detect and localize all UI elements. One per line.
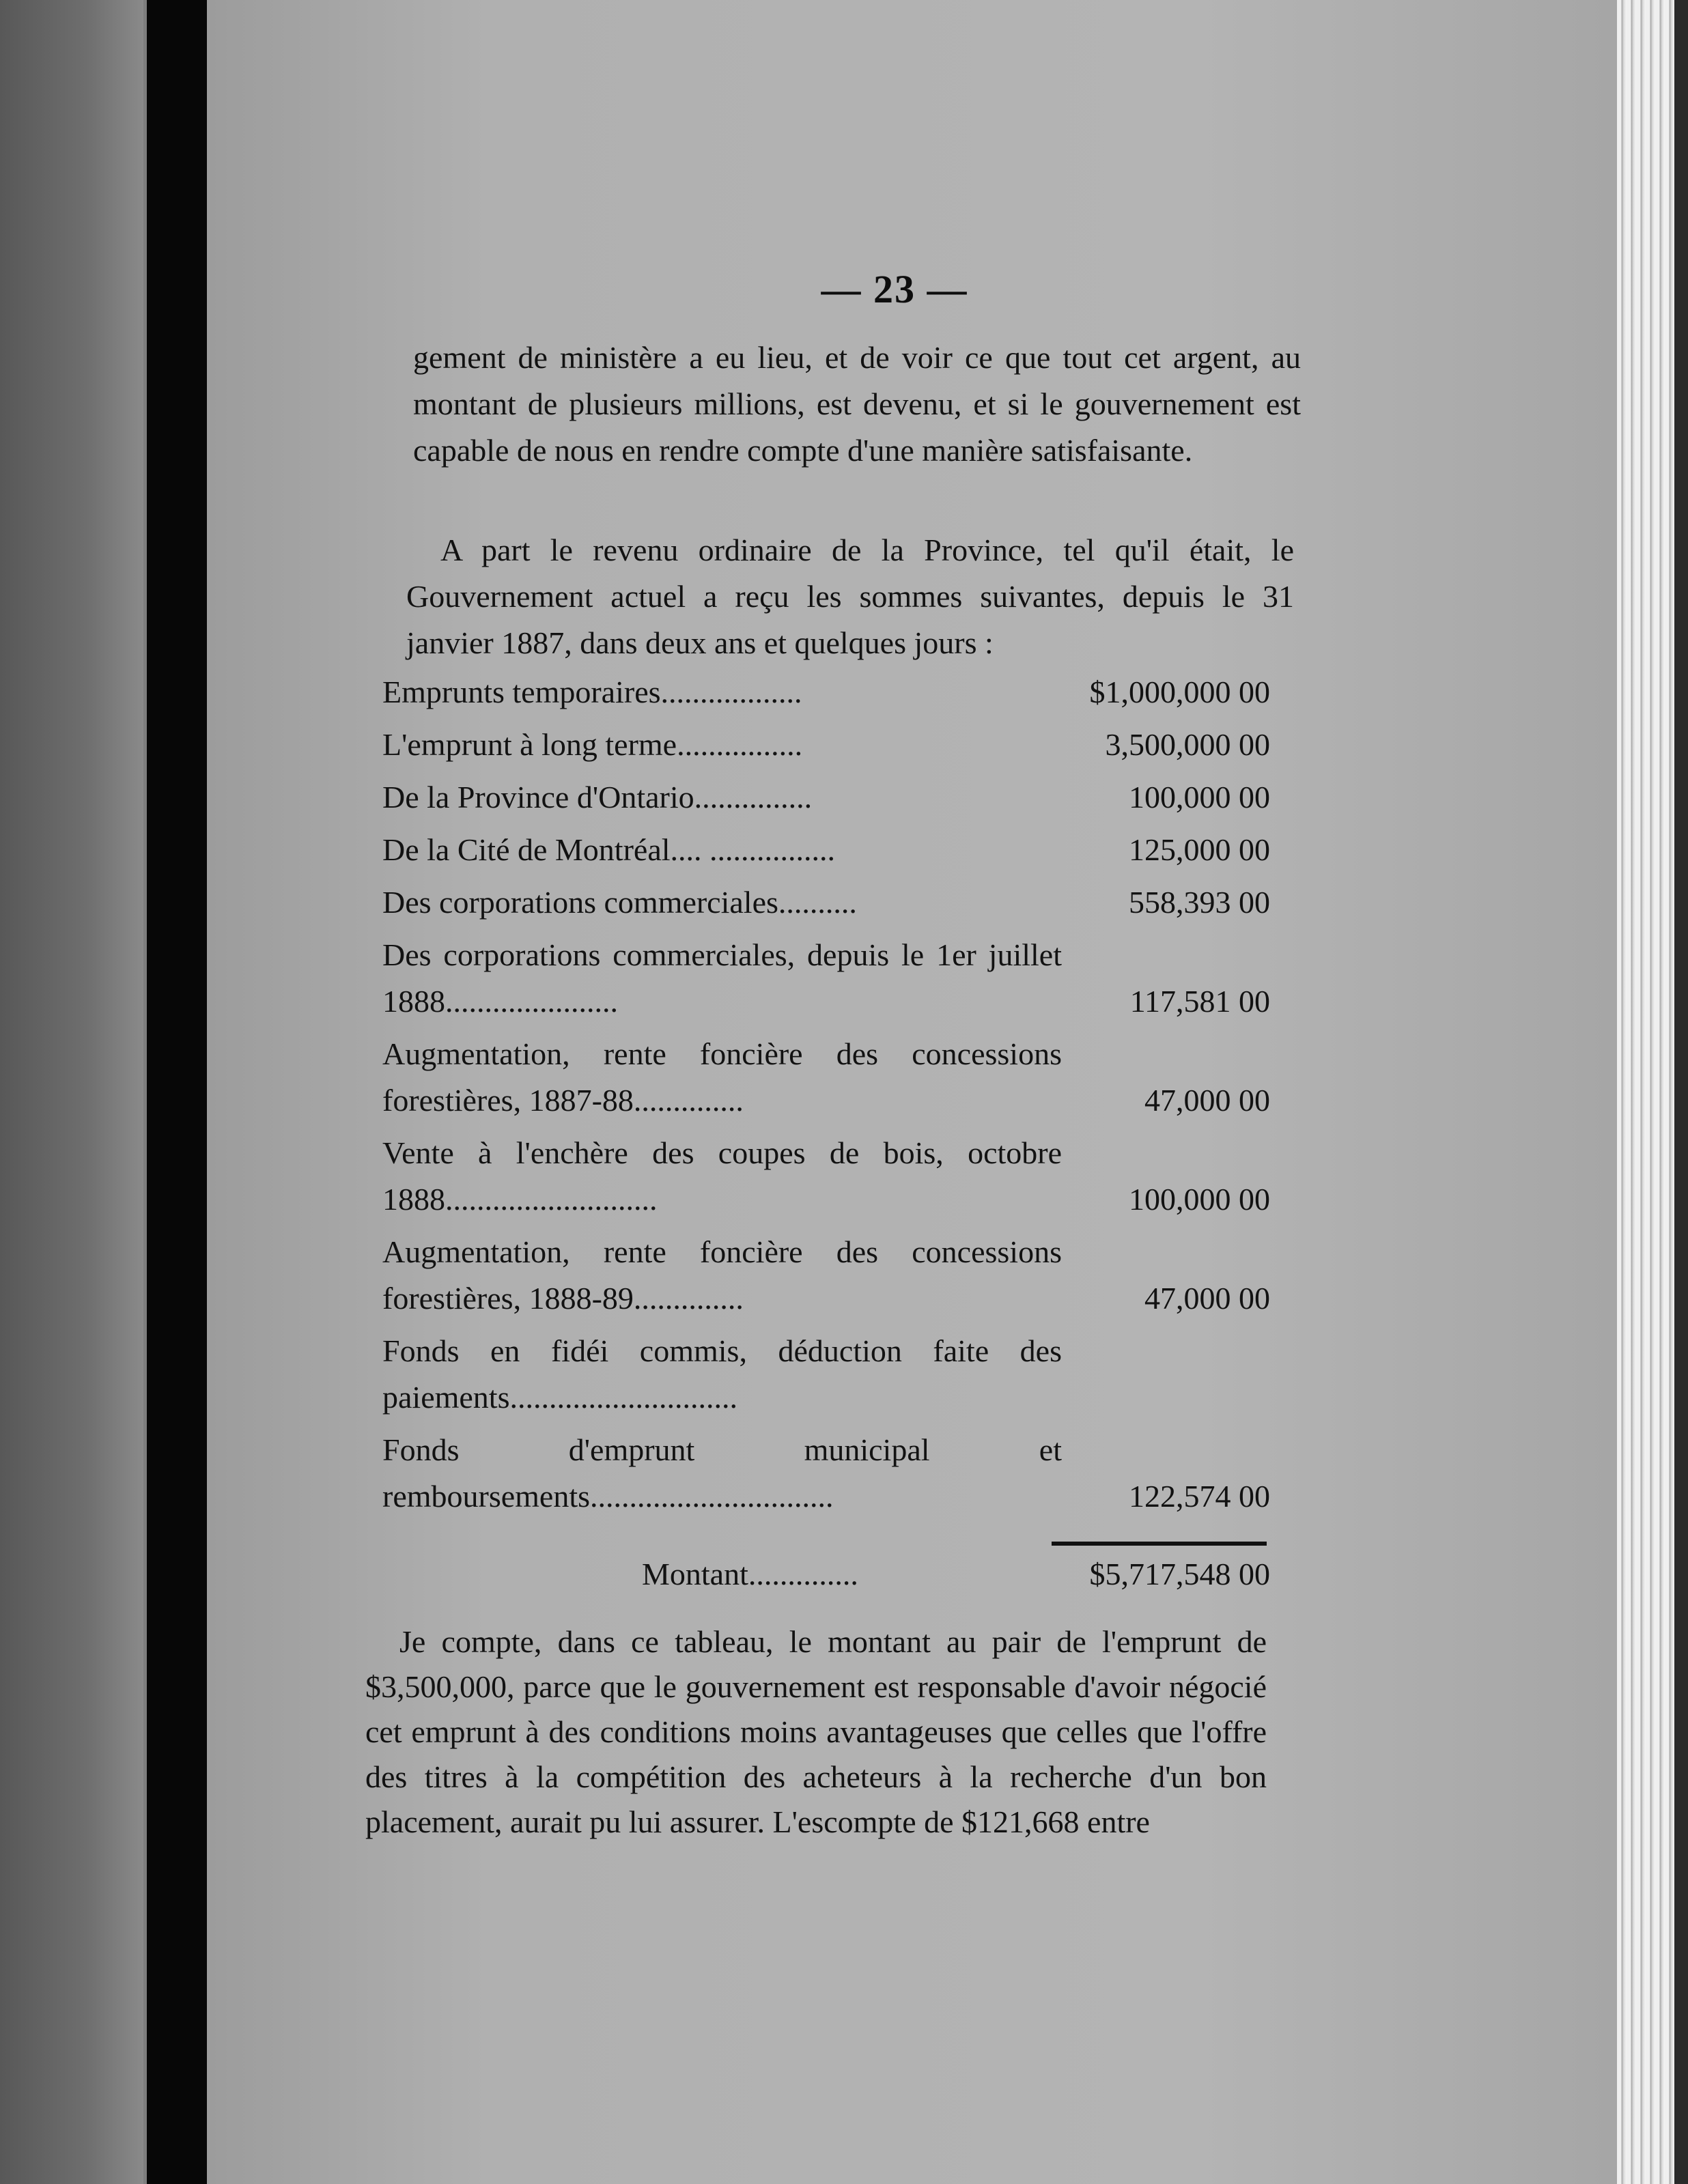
facing-page-edge xyxy=(0,0,143,2184)
page-number: — 23 — xyxy=(821,267,968,311)
entry-amount: $1,000,000 00 xyxy=(1089,675,1270,709)
entry-label: Vente à l'enchère des coupes de bois, octobre 1888........................... xyxy=(382,1135,1062,1217)
ledger-entry xyxy=(382,1328,1284,1421)
ledger-entry xyxy=(382,879,1284,926)
intro-paragraph: A part le revenu ordinaire de la Province, tel qu'il était, le Gouvernement actuel a reçu les sommes suivantes, depuis le 31 janvier 1887, dans deux ans et quelques jours : xyxy=(406,533,1294,660)
entry-amount: 125,000 00 xyxy=(1129,832,1270,867)
book-binding xyxy=(147,0,207,2184)
ledger-entry xyxy=(382,722,1284,768)
entry-label: Augmentation, rente foncière des concessions forestières, 1887-88.............. xyxy=(382,1036,1062,1118)
entry-label: Fonds d'emprunt municipal et remboursements............................... xyxy=(382,1432,1062,1514)
ledger-entry xyxy=(382,1229,1284,1322)
entry-amount: 100,000 00 xyxy=(1129,1182,1270,1217)
ledger-entry xyxy=(382,1031,1284,1124)
entry-label: De la Province d'Ontario............... xyxy=(382,780,813,814)
entry-amount: 122,574 00 xyxy=(1129,1479,1270,1514)
scan-border xyxy=(1674,0,1688,2184)
entry-amount: 558,393 00 xyxy=(1129,885,1270,920)
ledger-entry xyxy=(382,669,1284,715)
opening-paragraph: gement de ministère a eu lieu, et de voir ce que tout cet argent, au montant de plusieurs millions, est devenu, et si le gouvernement est capable de nous en rendre compte d'une manière satisfaisante. xyxy=(413,340,1301,468)
entry-label: Des corporations commerciales, depuis le 1er juillet 1888...................... xyxy=(382,937,1062,1019)
entry-label: Augmentation, rente foncière des concessions forestières, 1888-89.............. xyxy=(382,1234,1062,1316)
ledger-entry xyxy=(382,774,1284,821)
entry-label: Emprunts temporaires.................. xyxy=(382,675,802,709)
entry-amount: 117,581 00 xyxy=(1129,984,1270,1019)
entry-amount: 47,000 00 xyxy=(1144,1083,1270,1118)
entry-amount: 100,000 00 xyxy=(1129,780,1270,814)
entry-label: Des corporations commerciales.......... xyxy=(382,885,857,920)
entry-label: De la Cité de Montréal.... ................ xyxy=(382,832,836,867)
ledger-entry xyxy=(382,1130,1284,1223)
ledger-total xyxy=(642,1551,1270,1598)
entry-label: Fonds en fidéi commis, déduction faite des paiements............................. xyxy=(382,1333,1062,1415)
entry-amount: 47,000 00 xyxy=(1144,1281,1270,1316)
entry-amount: 3,500,000 00 xyxy=(1105,727,1270,762)
ledger-entry xyxy=(382,932,1284,1025)
total-rule xyxy=(1052,1542,1267,1546)
revenue-ledger xyxy=(382,669,1284,1526)
ledger-entry xyxy=(382,1427,1284,1520)
ledger-entry xyxy=(382,827,1284,873)
entry-label: L'emprunt à long terme................ xyxy=(382,727,803,762)
total-label: Montant.............. xyxy=(642,1557,858,1591)
closing-paragraph: Je compte, dans ce tableau, le montant au pair de l'emprunt de $3,500,000, parce que le gouvernement est responsable d'avoir négocié cet emprunt à des conditions moins avantageuses que celles que l'offre des titres à la compétition des acheteurs à la recherche d'un bon placement, aurait pu lui assurer. L'escompte de $121,668 entre xyxy=(365,1624,1267,1839)
total-amount: $5,717,548 00 xyxy=(1089,1557,1270,1591)
